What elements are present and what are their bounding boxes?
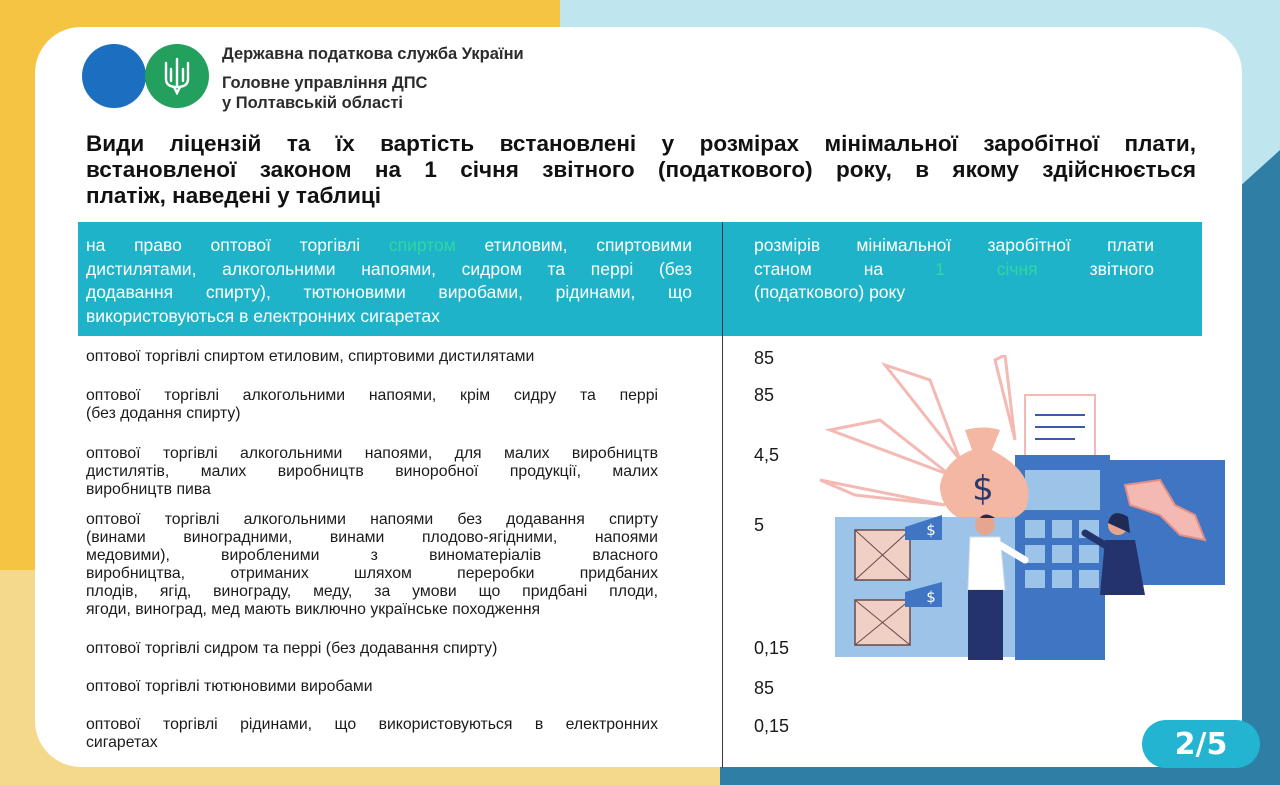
money-bag-dollar: $ xyxy=(972,469,994,509)
table-row-value: 0,15 xyxy=(754,638,790,658)
dps-logo-circle-blue xyxy=(82,44,146,108)
org-line-1: Державна податкова служба України xyxy=(222,45,524,63)
license-text-line: виробництва, отриманих шляхом переробки придбаних xyxy=(86,565,658,582)
page-indicator: 2/5 xyxy=(1142,720,1260,768)
org-line-2: Головне управління ДПС xyxy=(222,74,428,92)
table-row-license xyxy=(86,511,658,619)
trident-emblem-icon xyxy=(145,44,209,108)
finance-illustration xyxy=(800,355,1230,665)
header-highlight: січня xyxy=(996,258,1038,279)
table-row-value: 85 xyxy=(754,678,775,698)
table-row-value: 85 xyxy=(754,348,775,368)
header-text: станом на xyxy=(754,258,936,279)
license-text-line: плодів, ягід, винограду, меду, за умови що придбані плоди, xyxy=(86,583,658,600)
table-row-license xyxy=(86,348,658,366)
org-line-3: у Полтавській області xyxy=(222,94,404,112)
ray-shape xyxy=(820,480,945,505)
table-header-license-type xyxy=(86,234,692,328)
header-line-4: використовуються в електронних сигаретах xyxy=(86,305,440,326)
license-text-line: оптової торгівлі алкогольними напоями, для малих виробництв xyxy=(86,445,658,462)
license-text-line: оптової торгівлі рідинами, що використовуються в електронних xyxy=(86,716,658,733)
license-text-line: медовими), виробленими з виноматеріалів власного xyxy=(86,547,658,564)
header-text: звітного xyxy=(1037,258,1154,279)
license-text-line: оптової торгівлі алкогольними напоями без додавання спирту xyxy=(86,511,658,528)
license-text-line: оптової торгівлі спиртом етиловим, спиртовими дистилятами xyxy=(86,348,535,365)
table-row-value: 0,15 xyxy=(754,716,790,736)
table-row-value: 85 xyxy=(754,385,775,405)
license-text-line: (винами виноградними, винами плодово-ягідними, напоями xyxy=(86,529,658,546)
title-line-3: платіж, наведені у таблиці xyxy=(86,183,382,208)
table-row-license xyxy=(86,445,658,499)
ray-shape xyxy=(885,365,960,460)
table-header-amount xyxy=(754,234,1154,305)
header-right-line-1: розмірів мінімальної заробітної плати xyxy=(754,235,1154,255)
header-line-3: додавання спирту), тютюновими виробами, рідинами, що xyxy=(86,282,692,302)
title-line-2: встановленої законом на 1 січня звітного (податкового) року, в якому здійснюється xyxy=(86,157,1196,182)
license-text-line: оптової торгівлі тютюновими виробами xyxy=(86,678,373,695)
title-line-1: Види ліцензій та їх вартість встановлені у розмірах мінімальної заробітної плати, xyxy=(86,131,1196,156)
table-row-license xyxy=(86,640,658,658)
table-row-value: 5 xyxy=(754,515,765,535)
header-highlight: спиртом xyxy=(388,235,456,255)
column-divider xyxy=(722,222,723,768)
license-text-line: оптової торгівлі сидром та перрі (без додавання спирту) xyxy=(86,640,498,657)
price-tag-dollar: $ xyxy=(926,588,936,606)
header-line-2: дистилятами, алкогольними напоями, сидром та перрі (без xyxy=(86,258,692,279)
table-row-value: 4,5 xyxy=(754,445,780,465)
table-row-license xyxy=(86,387,658,423)
page-title xyxy=(86,131,1196,209)
trident-icon xyxy=(162,57,192,95)
license-text-line: сигаретах xyxy=(86,734,158,751)
price-tag-dollar: $ xyxy=(926,521,936,539)
header-text: на право оптової торгівлі xyxy=(86,235,389,255)
license-text-line: виробництв пива xyxy=(86,481,211,498)
table-row-license xyxy=(86,716,658,752)
license-text-line: оптової торгівлі алкогольними напоями, крім сидру та перрі xyxy=(86,387,658,404)
header-text: етиловим, спиртовими xyxy=(455,235,692,255)
license-text-line: дистилятів, малих виробництв виноробної продукції, малих xyxy=(86,463,658,480)
ray-shape xyxy=(830,420,950,475)
header-highlight: 1 xyxy=(935,258,945,279)
license-text-line: ягоди, виноград, мед мають виключно українське походження xyxy=(86,601,541,618)
ray-shape xyxy=(995,355,1015,440)
table-row-license xyxy=(86,678,658,696)
license-text-line: (без додання спирту) xyxy=(86,405,241,422)
organization-name xyxy=(222,44,524,113)
header-right-line-3: (податкового) року xyxy=(754,282,906,302)
